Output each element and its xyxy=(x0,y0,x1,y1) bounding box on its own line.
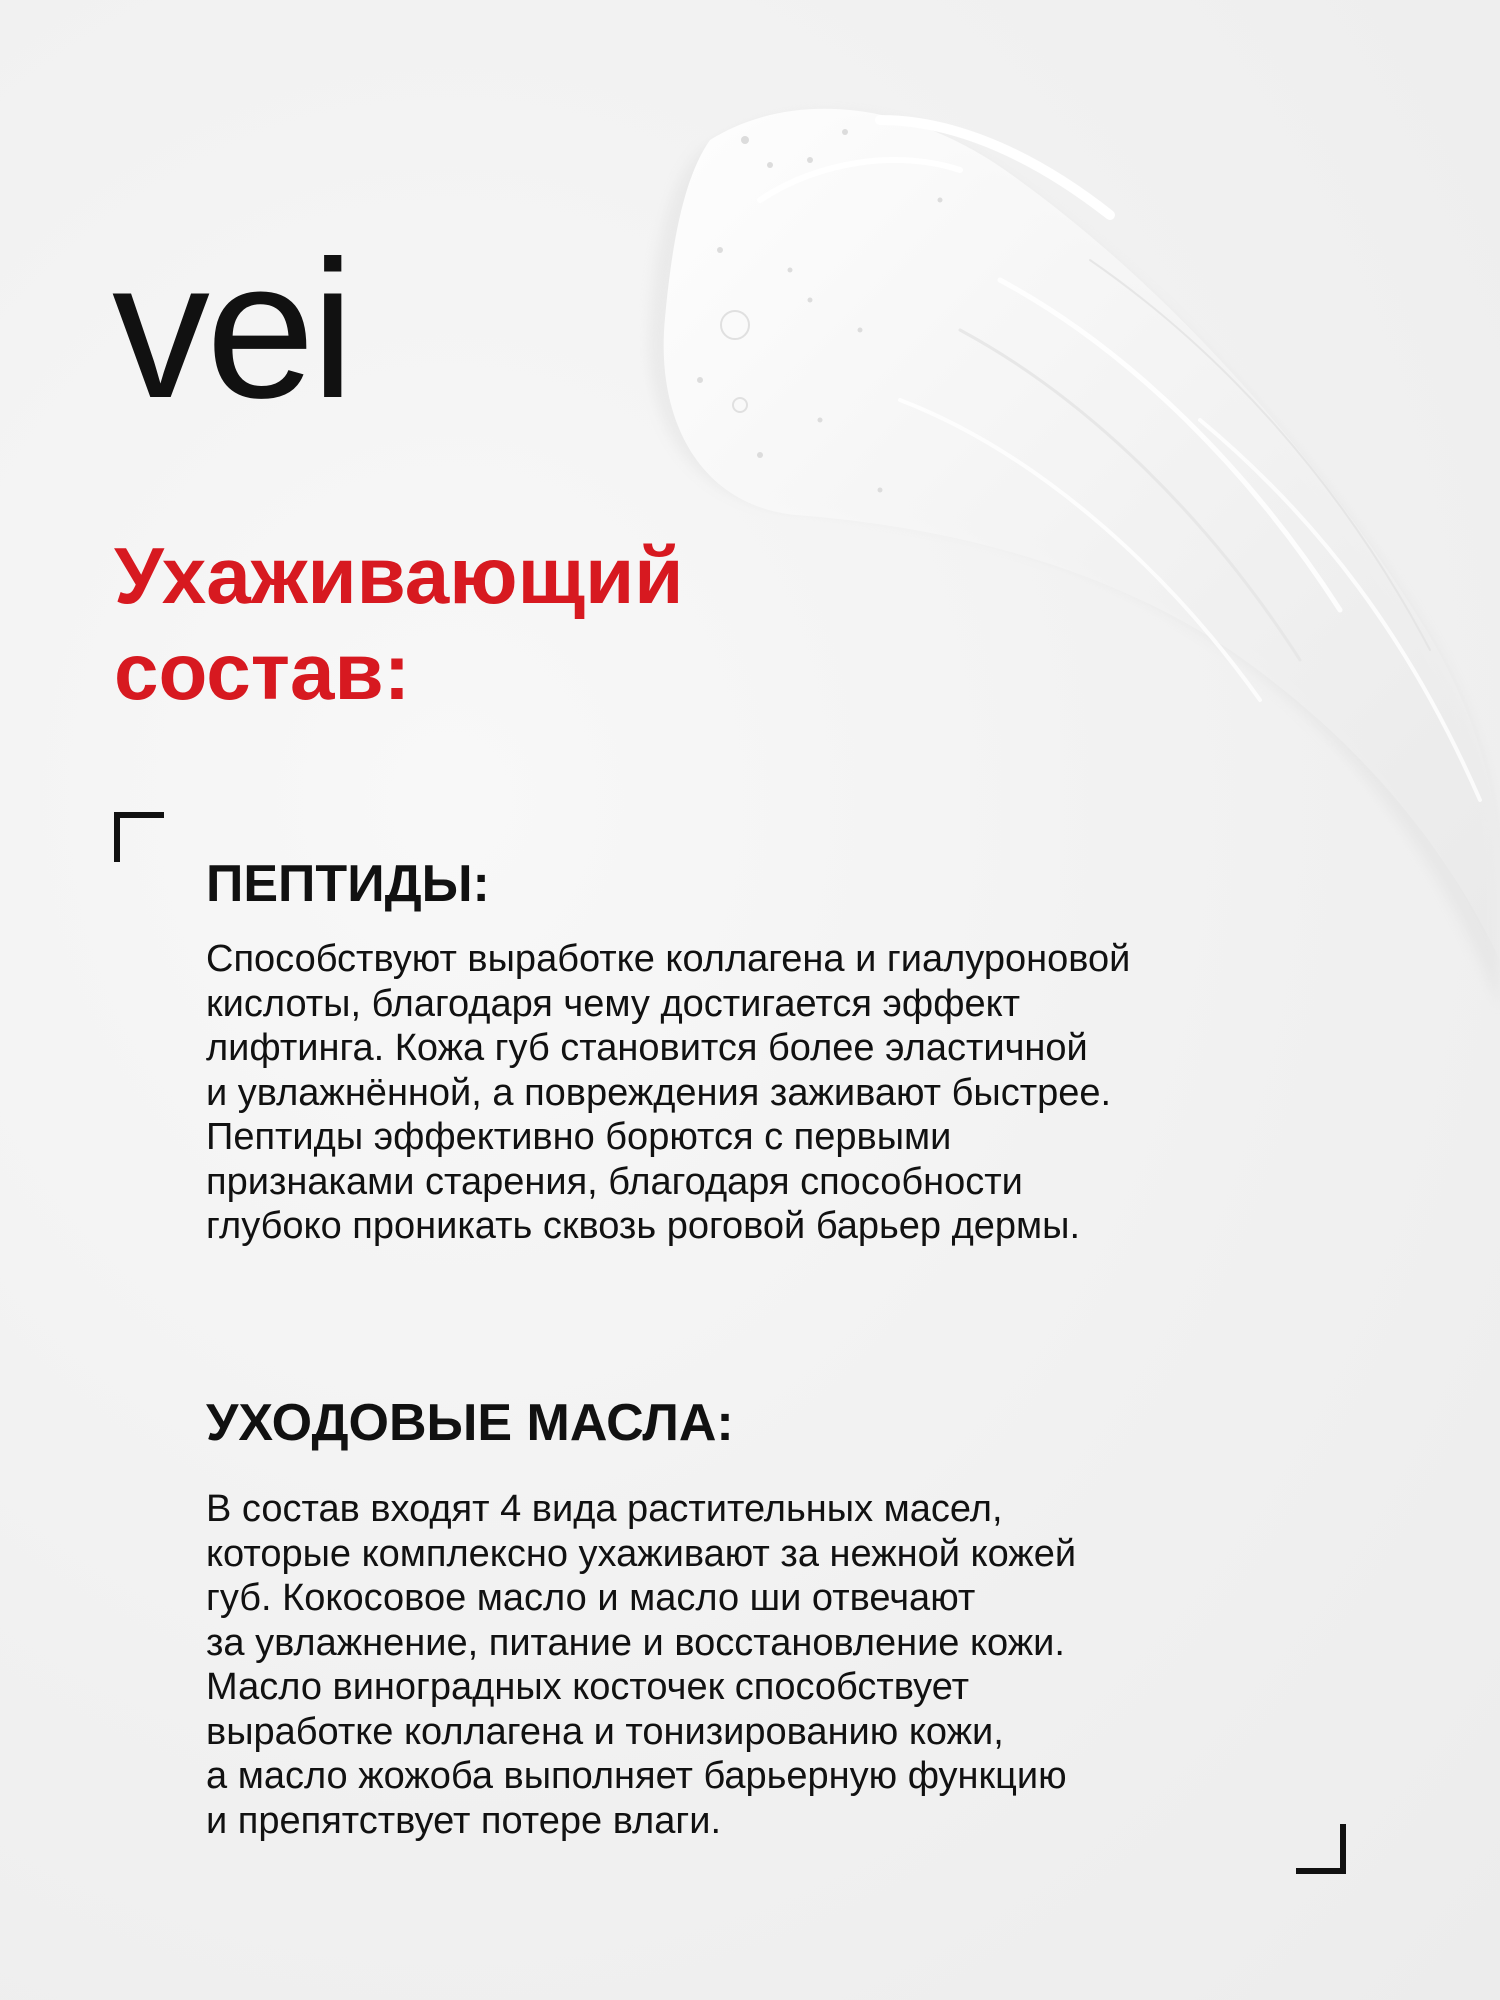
text-line: Пептиды эффективно борются с первыми xyxy=(206,1116,952,1158)
page-title-line-2: состав: xyxy=(114,627,411,716)
text-line: за увлажнение, питание и восстановление кожи. xyxy=(206,1621,1065,1664)
text-line: губ. Кокосовое масло и масло ши отвечают xyxy=(206,1577,976,1619)
text-line: Способствуют выработке коллагена и гиалуроновой xyxy=(206,938,1131,980)
brand-logo: vei xyxy=(112,220,351,439)
text-line: Масло виноградных косточек способствует xyxy=(206,1666,969,1708)
text-line: глубоко проникать сквозь роговой барьер дермы. xyxy=(206,1205,1081,1247)
section-text-peptides xyxy=(206,937,1356,1249)
text-line: и увлажнённой, а повреждения заживают быстрее. xyxy=(206,1071,1112,1114)
page-title xyxy=(114,528,683,720)
text-line: а масло жожоба выполняет барьерную функцию xyxy=(206,1755,1067,1797)
text-line: признаками старения, благодаря способности xyxy=(206,1160,1023,1203)
section-heading-peptides: ПЕПТИДЫ: xyxy=(206,855,490,913)
section-heading-oils: УХОДОВЫЕ МАСЛА: xyxy=(206,1394,734,1452)
corner-bracket-bottom-right xyxy=(1296,1824,1346,1874)
page-title-line-1: Ухаживающий xyxy=(114,531,684,620)
text-line: и препятствует потере влаги. xyxy=(206,1799,722,1842)
text-line: В состав входят 4 вида растительных масел, xyxy=(206,1488,1003,1530)
text-line: которые комплексно ухаживают за нежной кожей xyxy=(206,1532,1077,1575)
corner-bracket-top-left xyxy=(114,812,164,862)
text-line: выработке коллагена и тонизированию кожи, xyxy=(206,1710,1004,1753)
text-line: лифтинга. Кожа губ становится более эластичной xyxy=(206,1027,1088,1069)
section-text-oils xyxy=(206,1487,1356,1843)
text-line: кислоты, благодаря чему достигается эффект xyxy=(206,982,1021,1025)
